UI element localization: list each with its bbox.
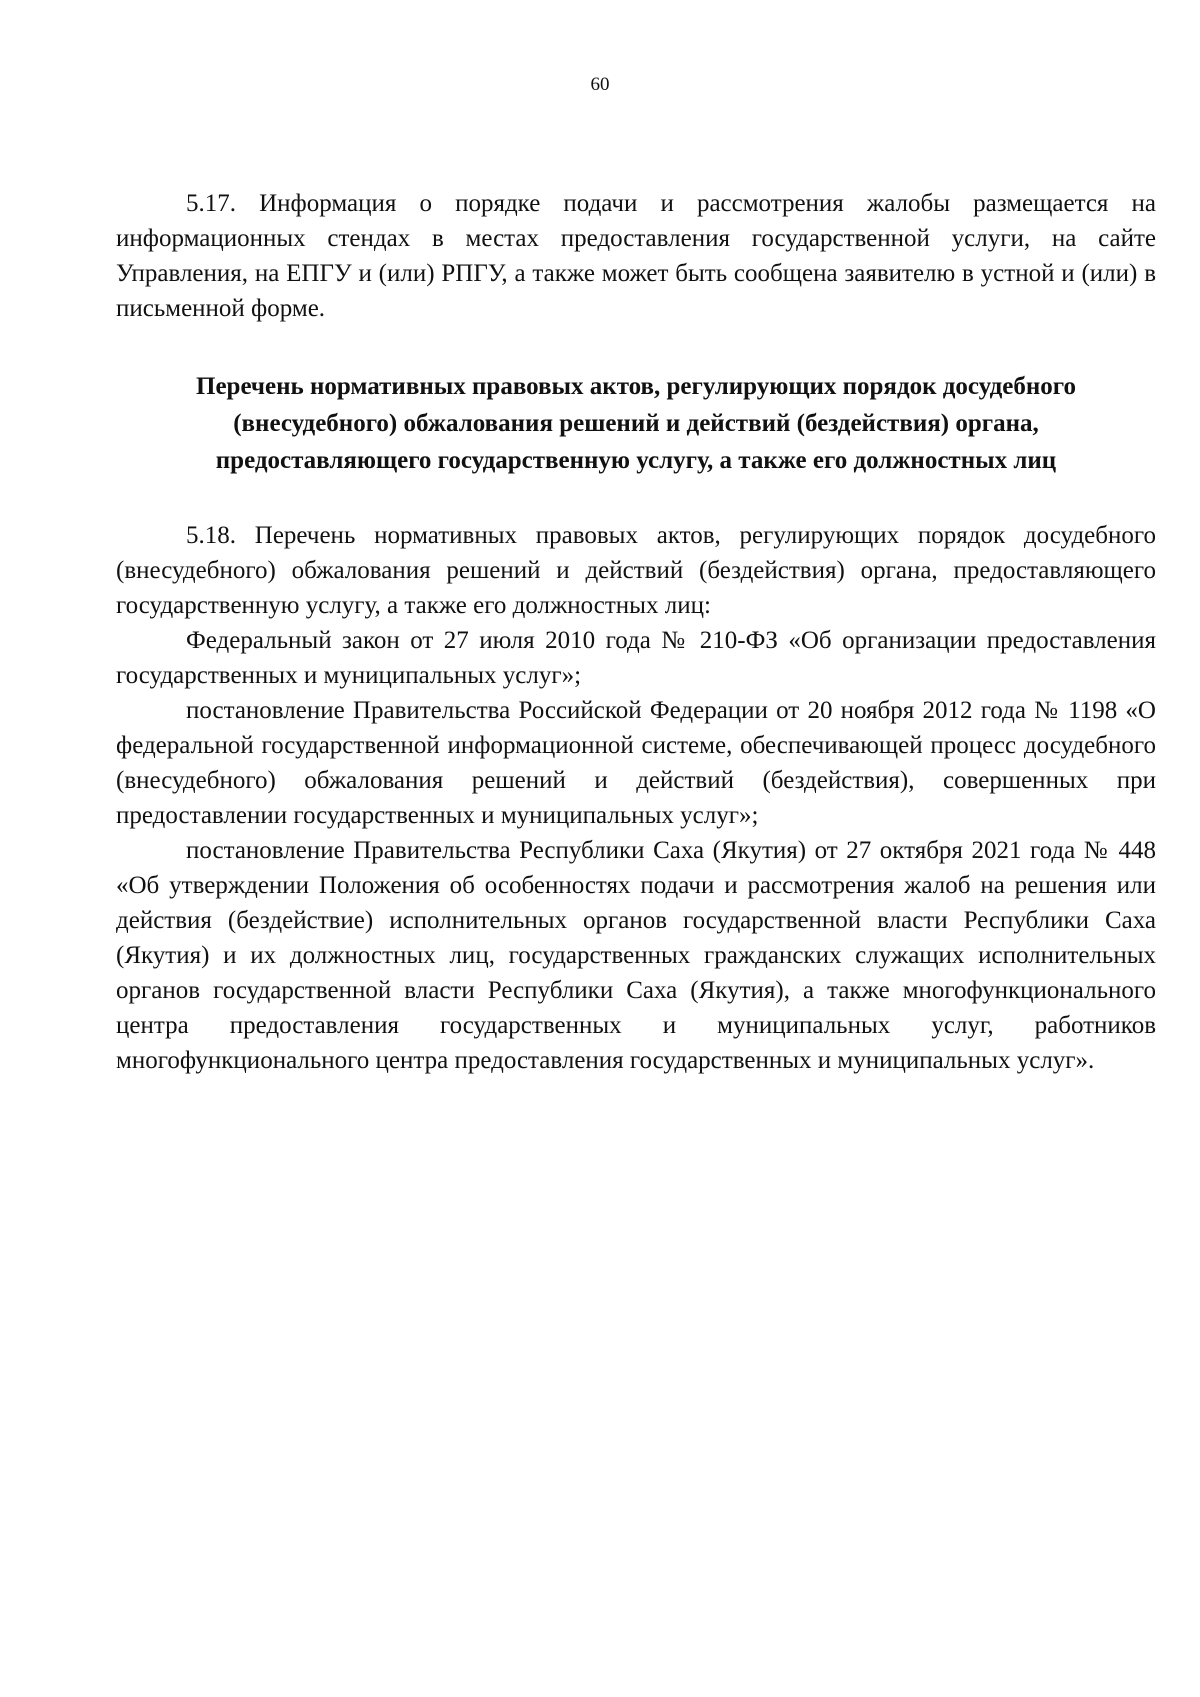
paragraph-5-18-intro: 5.18. Перечень нормативных правовых актов, регулирующих порядок досудебного (внесудебного) обжалования решений и действий (бездействия) органа, предоставляющего государственную услугу, а также его должностных лиц:	[116, 522, 1156, 619]
section-heading	[116, 368, 1156, 479]
heading-line-2: (внесудебного) обжалования решений и действий (бездействия) органа,	[233, 410, 1039, 437]
section-5-17	[116, 186, 1156, 326]
heading-line-3: предоставляющего государственную услугу, а также его должностных лиц	[215, 447, 1057, 474]
paragraph-act-federal-law: Федеральный закон от 27 июля 2010 года № 210-ФЗ «Об организации предоставления государственных и муниципальных услуг»;	[116, 627, 1156, 689]
paragraph-5-17: 5.17. Информация о порядке подачи и рассмотрения жалобы размещается на информационных стендах в местах предоставления государственной услуги, на сайте Управления, на ЕПГУ и (или) РПГУ, а также может быть сообщена заявителю в устной и (или) в письменной форме.	[116, 190, 1156, 322]
paragraph-act-yakutia-government-resolution: постановление Правительства Республики Саха (Якутия) от 27 октября 2021 года № 448 «Об утверждении Положения об особенностях подачи и рассмотрения жалоб на решения или действия (бездействие) исполнительных органов государственной власти Республики Саха (Якутия) и их должностных лиц, государственных гражданских служащих исполнительных органов государственной власти Республики Саха (Якутия), а также многофункционального центра предоставления государственных и муниципальных услуг, работников многофункционального центра предоставления государственных и муниципальных услуг».	[116, 837, 1156, 1074]
section-5-18	[116, 518, 1156, 1078]
paragraph-act-rf-government-resolution: постановление Правительства Российской Федерации от 20 ноября 2012 года № 1198 «О федеральной государственной информационной системе, обеспечивающей процесс досудебного (внесудебного) обжалования решений и действий (бездействия), совершенных при предоставлении государственных и муниципальных услуг»;	[116, 697, 1156, 829]
heading-line-1: Перечень нормативных правовых актов, регулирующих порядок досудебного	[196, 373, 1076, 400]
page-number: 60	[590, 74, 610, 95]
